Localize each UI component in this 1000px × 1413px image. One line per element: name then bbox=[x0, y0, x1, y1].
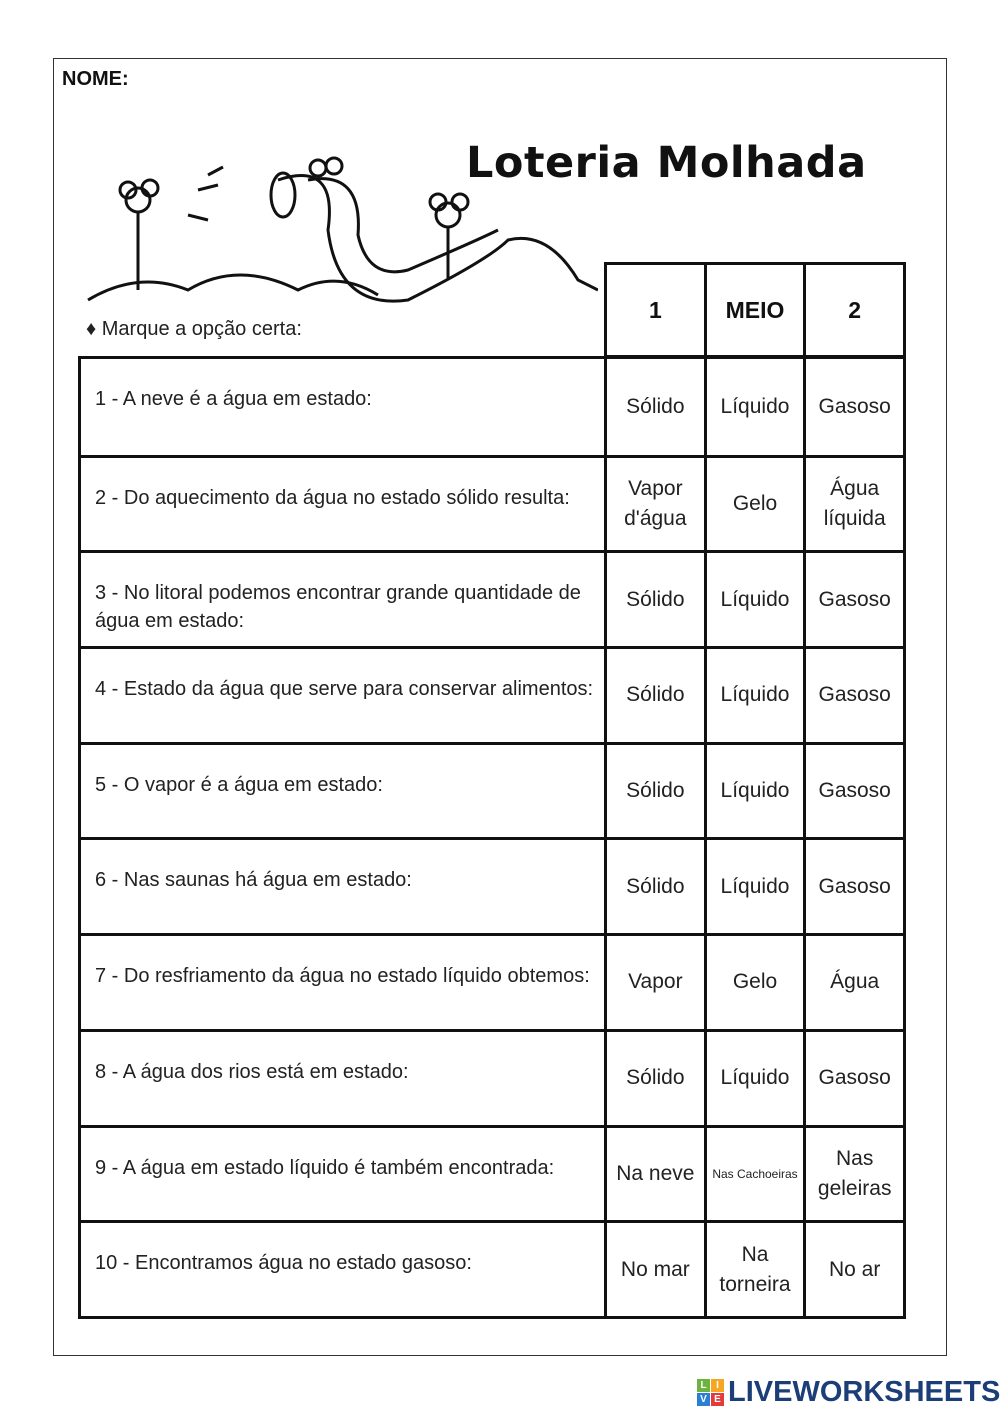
liveworksheets-logo bbox=[697, 1376, 1000, 1409]
answer-option[interactable]: Líquido bbox=[704, 1032, 804, 1125]
instruction-text: ♦ Marque a opção certa: bbox=[86, 318, 302, 340]
answer-option[interactable]: Vapor d'água bbox=[604, 458, 704, 551]
answer-option[interactable]: No ar bbox=[803, 1223, 903, 1316]
options-header bbox=[604, 262, 906, 358]
answer-option[interactable]: Nas geleiras bbox=[803, 1128, 903, 1221]
answer-option[interactable]: Água bbox=[803, 936, 903, 1029]
question-row bbox=[81, 550, 903, 646]
question-text: 6 - Nas saunas há água em estado: bbox=[95, 869, 412, 892]
answer-option[interactable]: Gasoso bbox=[803, 649, 903, 742]
column-header-1: 1 bbox=[648, 296, 662, 323]
question-text: 3 - No litoral podemos encontrar grande quantidade de água em estado: bbox=[95, 582, 581, 633]
question-row bbox=[81, 742, 903, 838]
question-row bbox=[81, 359, 903, 455]
question-text: 5 - O vapor é a água em estado: bbox=[95, 773, 383, 796]
question-text: 10 - Encontramos água no estado gasoso: bbox=[95, 1252, 472, 1275]
answer-option[interactable]: Água líquida bbox=[803, 458, 903, 551]
question-row bbox=[81, 646, 903, 742]
question-row bbox=[81, 1029, 903, 1125]
answer-option[interactable]: Sólido bbox=[604, 1032, 704, 1125]
answer-option[interactable]: Sólido bbox=[604, 745, 704, 838]
answer-option[interactable]: Na torneira bbox=[704, 1223, 804, 1316]
answer-option[interactable]: Nas Cachoeiras bbox=[704, 1128, 804, 1221]
worksheet-title: Loteria Molhada bbox=[466, 138, 867, 188]
answer-option[interactable]: No mar bbox=[604, 1223, 704, 1316]
answer-option[interactable]: Sólido bbox=[604, 359, 704, 455]
answer-option[interactable]: Líquido bbox=[704, 840, 804, 933]
question-row bbox=[81, 1125, 903, 1221]
answer-option[interactable]: Gasoso bbox=[803, 745, 903, 838]
question-text: 7 - Do resfriamento da água no estado líquido obtemos: bbox=[95, 965, 590, 988]
answer-option[interactable]: Líquido bbox=[704, 553, 804, 646]
answer-option[interactable]: Líquido bbox=[704, 649, 804, 742]
answer-option[interactable]: Gasoso bbox=[803, 553, 903, 646]
question-text: 2 - Do aquecimento da água no estado sólido resulta: bbox=[95, 486, 570, 509]
brand-name: LIVEWORKSHEETS bbox=[728, 1376, 1000, 1408]
question-text: 4 - Estado da água que serve para conservar alimentos: bbox=[95, 678, 594, 701]
answer-option[interactable]: Sólido bbox=[604, 840, 704, 933]
question-row bbox=[81, 837, 903, 933]
questions-table bbox=[78, 356, 906, 1319]
question-text: 9 - A água em estado líquido é também encontrada: bbox=[95, 1156, 555, 1179]
answer-option[interactable]: Gasoso bbox=[803, 359, 903, 455]
answer-option[interactable]: Líquido bbox=[704, 745, 804, 838]
column-header-2: 2 bbox=[803, 265, 903, 355]
question-row bbox=[81, 1220, 903, 1316]
answer-option[interactable]: Vapor bbox=[604, 936, 704, 1029]
name-label: NOME: bbox=[62, 68, 129, 90]
answer-option[interactable]: Na neve bbox=[604, 1128, 704, 1221]
question-row bbox=[81, 933, 903, 1029]
answer-option[interactable]: Líquido bbox=[704, 359, 804, 455]
answer-option[interactable]: Gelo bbox=[704, 936, 804, 1029]
answer-option[interactable]: Sólido bbox=[604, 553, 704, 646]
question-row bbox=[81, 455, 903, 551]
question-text: 1 - A neve é a água em estado: bbox=[95, 388, 372, 410]
answer-option[interactable]: Gasoso bbox=[803, 840, 903, 933]
answer-option[interactable]: Gelo bbox=[704, 458, 804, 551]
column-header-meio: MEIO bbox=[704, 265, 804, 355]
live-logo-icon: L I V E bbox=[697, 1379, 724, 1406]
answer-option[interactable]: Gasoso bbox=[803, 1032, 903, 1125]
question-text: 8 - A água dos rios está em estado: bbox=[95, 1060, 409, 1083]
answer-option[interactable]: Sólido bbox=[604, 649, 704, 742]
